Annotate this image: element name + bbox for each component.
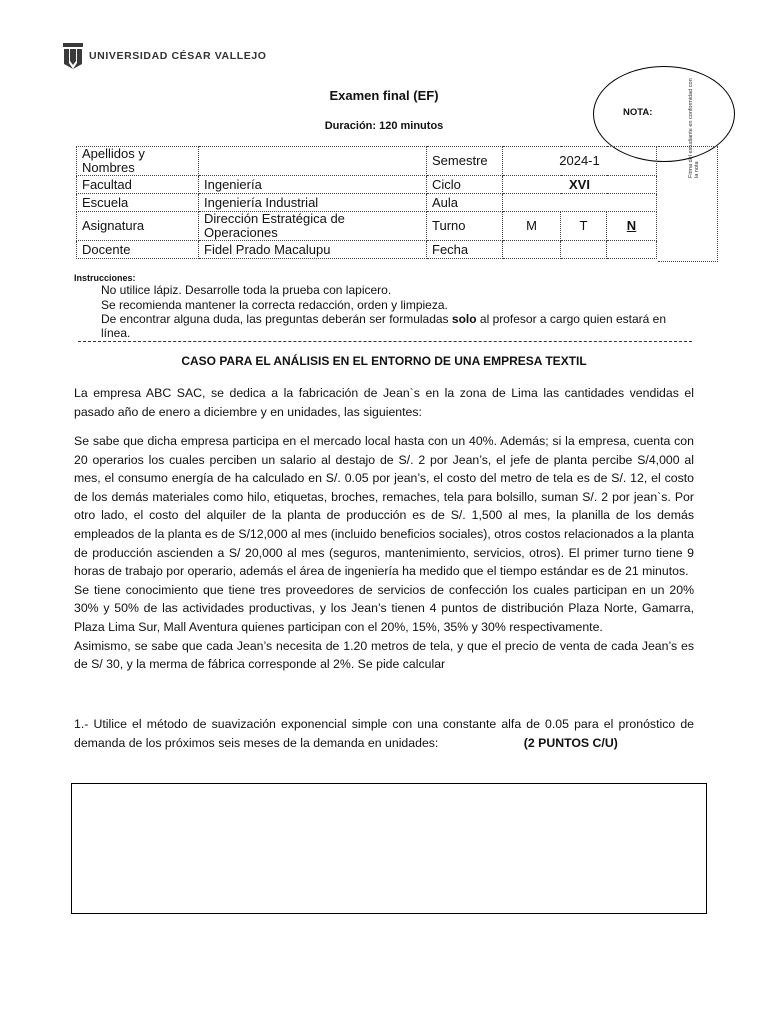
apellidos-field[interactable]	[199, 147, 427, 176]
case-paragraph-2	[74, 432, 694, 674]
instruction-line-3-post: al profesor a cargo quien estará en línea.	[101, 312, 667, 340]
fecha-field-1[interactable]	[503, 241, 561, 259]
table-row	[77, 241, 657, 259]
case-p1: La empresa ABC SAC, se dedica a la fabricación de Jean`s en la zona de Lima las cantidades vendidas el pasado año de enero a diciembre y en unidades, las siguientes:	[74, 386, 694, 419]
semestre-label: Semestre	[427, 147, 503, 176]
turno-n[interactable]: N	[607, 212, 657, 241]
apellidos-label: Apellidos y Nombres	[77, 147, 199, 176]
escuela-label: Escuela	[77, 194, 199, 212]
fecha-field-3[interactable]	[607, 241, 657, 259]
question-1-points: (2 PUNTOS C/U)	[523, 735, 618, 750]
facultad-label: Facultad	[77, 176, 199, 194]
turno-label: Turno	[427, 212, 503, 241]
docente-value: Fidel Prado Macalupu	[199, 241, 427, 259]
instruction-line-1: No utilice lápiz. Desarrolle toda la prueba con lapicero.	[101, 283, 392, 297]
fecha-field-2[interactable]	[561, 241, 607, 259]
table-row	[77, 147, 657, 176]
student-info-table	[76, 146, 657, 259]
case-p2: Se sabe que dicha empresa participa en el mercado local hasta con un 40%. Además; si la empresa, cuenta con 20 operarios los cuales perciben un salario al destajo de S/. 2 por Jean’s, el jefe de planta percibe S/4,000 al mes, el consumo energía de ha calculado en S/. 0.05 por jean’s, el costo del metro de tela es de S/. 12, el costo de los demás materiales como hilo, etiquetas, broches, remaches, tela para bolsillo, suman S/. 2 por jean`s. Por otro lado, el costo del alquiler de la planta de producción es de S/. 1,500 al mes, la planilla de los demás empleados de la planta es de S/12,000 al mes (incluido beneficios sociales), otros costos relacionados a la planta de producción ascienden a S/ 20,000 al mes (seguros, mantenimiento, servicios, otros). El primer turno tiene 9 horas de trabajo por operario, además el área de ingeniería ha medido que el tiempo estándar es de 21 minutos.	[74, 434, 694, 579]
instruction-line-3-bold: solo	[451, 312, 477, 326]
aula-label: Aula	[427, 194, 503, 212]
case-paragraph-1	[74, 384, 694, 421]
turno-m[interactable]: M	[503, 212, 561, 241]
question-1-text: 1.- Utilice el método de suavización exponencial simple con una constante alfa de 0.05 para el pronóstico de demanda de los próximos seis meses de la demanda en unidades:	[74, 717, 694, 750]
ciclo-label: Ciclo	[427, 176, 503, 194]
facultad-value: Ingeniería	[199, 176, 427, 194]
university-logo	[63, 42, 267, 70]
answer-box[interactable]	[71, 783, 707, 914]
table-row	[77, 176, 657, 194]
instruction-line-2: Se recomienda mantener la correcta redacción, orden y limpieza.	[101, 298, 448, 312]
table-row	[77, 212, 657, 241]
case-p3: Se tiene conocimiento que tiene tres proveedores de servicios de confección los cuales participan en un 20% 30% y 50% de las actividades productivas, y los Jean’s tienen 4 puntos de distribución Plaza Norte, Gamarra, Plaza Lima Sur, Mall Aventura quienes participan con el 20%, 15%, 35% y 30% respectivamente.	[74, 582, 694, 634]
instruction-line-3-pre: De encontrar alguna duda, las preguntas deberán ser formuladas	[101, 312, 452, 326]
escuela-value: Ingeniería Industrial	[199, 194, 427, 212]
grade-label: NOTA:	[623, 107, 653, 118]
signature-note: Firma del estudiante en conformidad con la nota	[688, 78, 700, 178]
asignatura-label: Asignatura	[77, 212, 199, 241]
case-title: CASO PARA EL ANÁLISIS EN EL ENTORNO DE UNA EMPRESA TEXTIL	[181, 354, 587, 368]
instruction-line-3	[101, 312, 693, 340]
table-row	[77, 194, 657, 212]
asignatura-value: Dirección Estratégica de Operaciones	[199, 212, 427, 241]
instructions-heading: Instrucciones:	[74, 273, 136, 283]
section-divider	[78, 341, 692, 342]
university-shield-icon	[63, 43, 83, 69]
question-1	[74, 715, 694, 752]
docente-label: Docente	[77, 241, 199, 259]
aula-field[interactable]	[503, 194, 657, 212]
exam-duration: Duración: 120 minutos	[324, 120, 444, 132]
case-p4: Asimismo, se sabe que cada Jean’s necesita de 1.20 metros de tela, y que el precio de venta de cada Jean’s es de S/ 30, y la merma de fábrica corresponde al 2%. Se pide calcular	[74, 638, 694, 672]
institution-name: UNIVERSIDAD CÉSAR VALLEJO	[89, 50, 267, 62]
turno-t[interactable]: T	[561, 212, 607, 241]
exam-title: Examen final (EF)	[329, 88, 439, 103]
fecha-label: Fecha	[427, 241, 503, 259]
semestre-value: 2024-1	[503, 147, 657, 176]
ciclo-value: XVI	[503, 176, 657, 194]
